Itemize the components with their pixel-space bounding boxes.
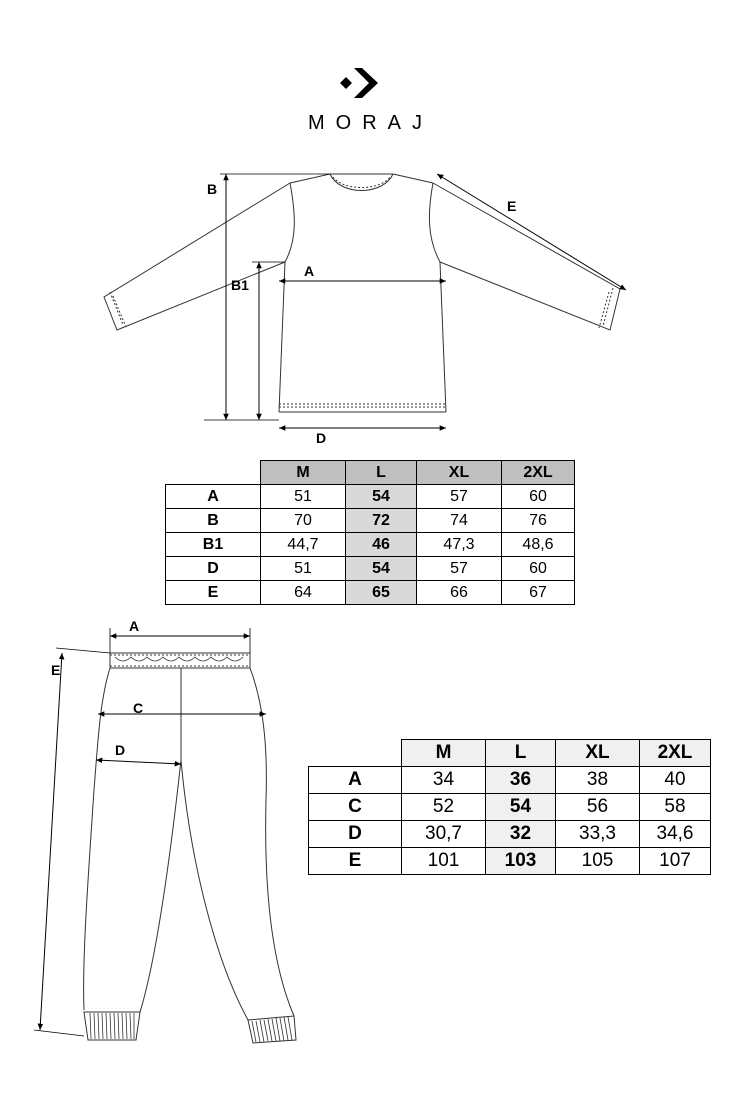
table-corner: [166, 461, 261, 485]
table-cell-highlighted: 54: [346, 485, 417, 509]
table-cell: 58: [640, 794, 711, 821]
column-header: M: [261, 461, 346, 485]
cuff-ribbing: [90, 1013, 292, 1042]
brand-name: MORAJ: [308, 112, 433, 134]
table-cell: 51: [261, 485, 346, 509]
column-header: 2XL: [502, 461, 575, 485]
top-label-e: E: [507, 198, 517, 214]
row-label: E: [166, 581, 261, 605]
table-cell: 74: [417, 509, 502, 533]
table-cell-highlighted: 65: [346, 581, 417, 605]
sweatshirt-outline: [104, 174, 620, 412]
table-cell: 60: [502, 485, 575, 509]
top-label-d: D: [316, 430, 327, 446]
row-label: C: [309, 794, 402, 821]
table-cell: 44,7: [261, 533, 346, 557]
table-cell: 105: [556, 848, 640, 875]
table-cell: 48,6: [502, 533, 575, 557]
table-cell-highlighted: 54: [346, 557, 417, 581]
table-cell: 47,3: [417, 533, 502, 557]
table-row: [166, 485, 575, 509]
table-cell: 56: [556, 794, 640, 821]
row-label: A: [166, 485, 261, 509]
top-label-b1: B1: [231, 277, 249, 293]
table-header-row: [309, 740, 711, 767]
column-header: XL: [556, 740, 640, 767]
table-cell: 67: [502, 581, 575, 605]
row-label: B1: [166, 533, 261, 557]
table-cell-highlighted: 72: [346, 509, 417, 533]
table-cell: 107: [640, 848, 711, 875]
table-cell: 57: [417, 557, 502, 581]
table-cell-highlighted: 54: [486, 794, 556, 821]
column-header: M: [402, 740, 486, 767]
row-label: D: [166, 557, 261, 581]
table-cell: 57: [417, 485, 502, 509]
table-cell: 33,3: [556, 821, 640, 848]
table-row: [309, 821, 711, 848]
table-cell: 38: [556, 767, 640, 794]
table-cell-highlighted: 103: [486, 848, 556, 875]
table-cell: 51: [261, 557, 346, 581]
table-cell: 66: [417, 581, 502, 605]
trousers-size-table: [308, 739, 711, 875]
top-label-b: B: [207, 181, 218, 197]
row-label: D: [309, 821, 402, 848]
table-cell: 64: [261, 581, 346, 605]
bottom-label-a: A: [129, 618, 140, 634]
sweatshirt-size-table: [165, 460, 575, 605]
bottom-label-d: D: [115, 742, 126, 758]
table-header-row: [166, 461, 575, 485]
table-cell: 76: [502, 509, 575, 533]
sweatshirt-dimension-lines: [204, 174, 626, 428]
table-cell-highlighted: 36: [486, 767, 556, 794]
table-cell: 34,6: [640, 821, 711, 848]
table-row: [309, 848, 711, 875]
trousers-outline: [84, 653, 296, 1043]
table-row: [309, 767, 711, 794]
column-header: L: [486, 740, 556, 767]
column-header: 2XL: [640, 740, 711, 767]
row-label: E: [309, 848, 402, 875]
top-label-a: A: [304, 263, 315, 279]
table-cell: 34: [402, 767, 486, 794]
table-cell: 40: [640, 767, 711, 794]
table-cell: 30,7: [402, 821, 486, 848]
table-row: [166, 581, 575, 605]
column-header: XL: [417, 461, 502, 485]
table-cell: 52: [402, 794, 486, 821]
table-cell-highlighted: 32: [486, 821, 556, 848]
table-cell-highlighted: 46: [346, 533, 417, 557]
table-row: [166, 557, 575, 581]
table-row: [166, 533, 575, 557]
table-row: [166, 509, 575, 533]
table-cell: 70: [261, 509, 346, 533]
table-row: [309, 794, 711, 821]
table-cell: 101: [402, 848, 486, 875]
row-label: B: [166, 509, 261, 533]
table-corner: [309, 740, 402, 767]
bottom-label-c: C: [133, 700, 144, 716]
column-header: L: [346, 461, 417, 485]
bottom-label-e: E: [51, 662, 61, 678]
table-cell: 60: [502, 557, 575, 581]
row-label: A: [309, 767, 402, 794]
